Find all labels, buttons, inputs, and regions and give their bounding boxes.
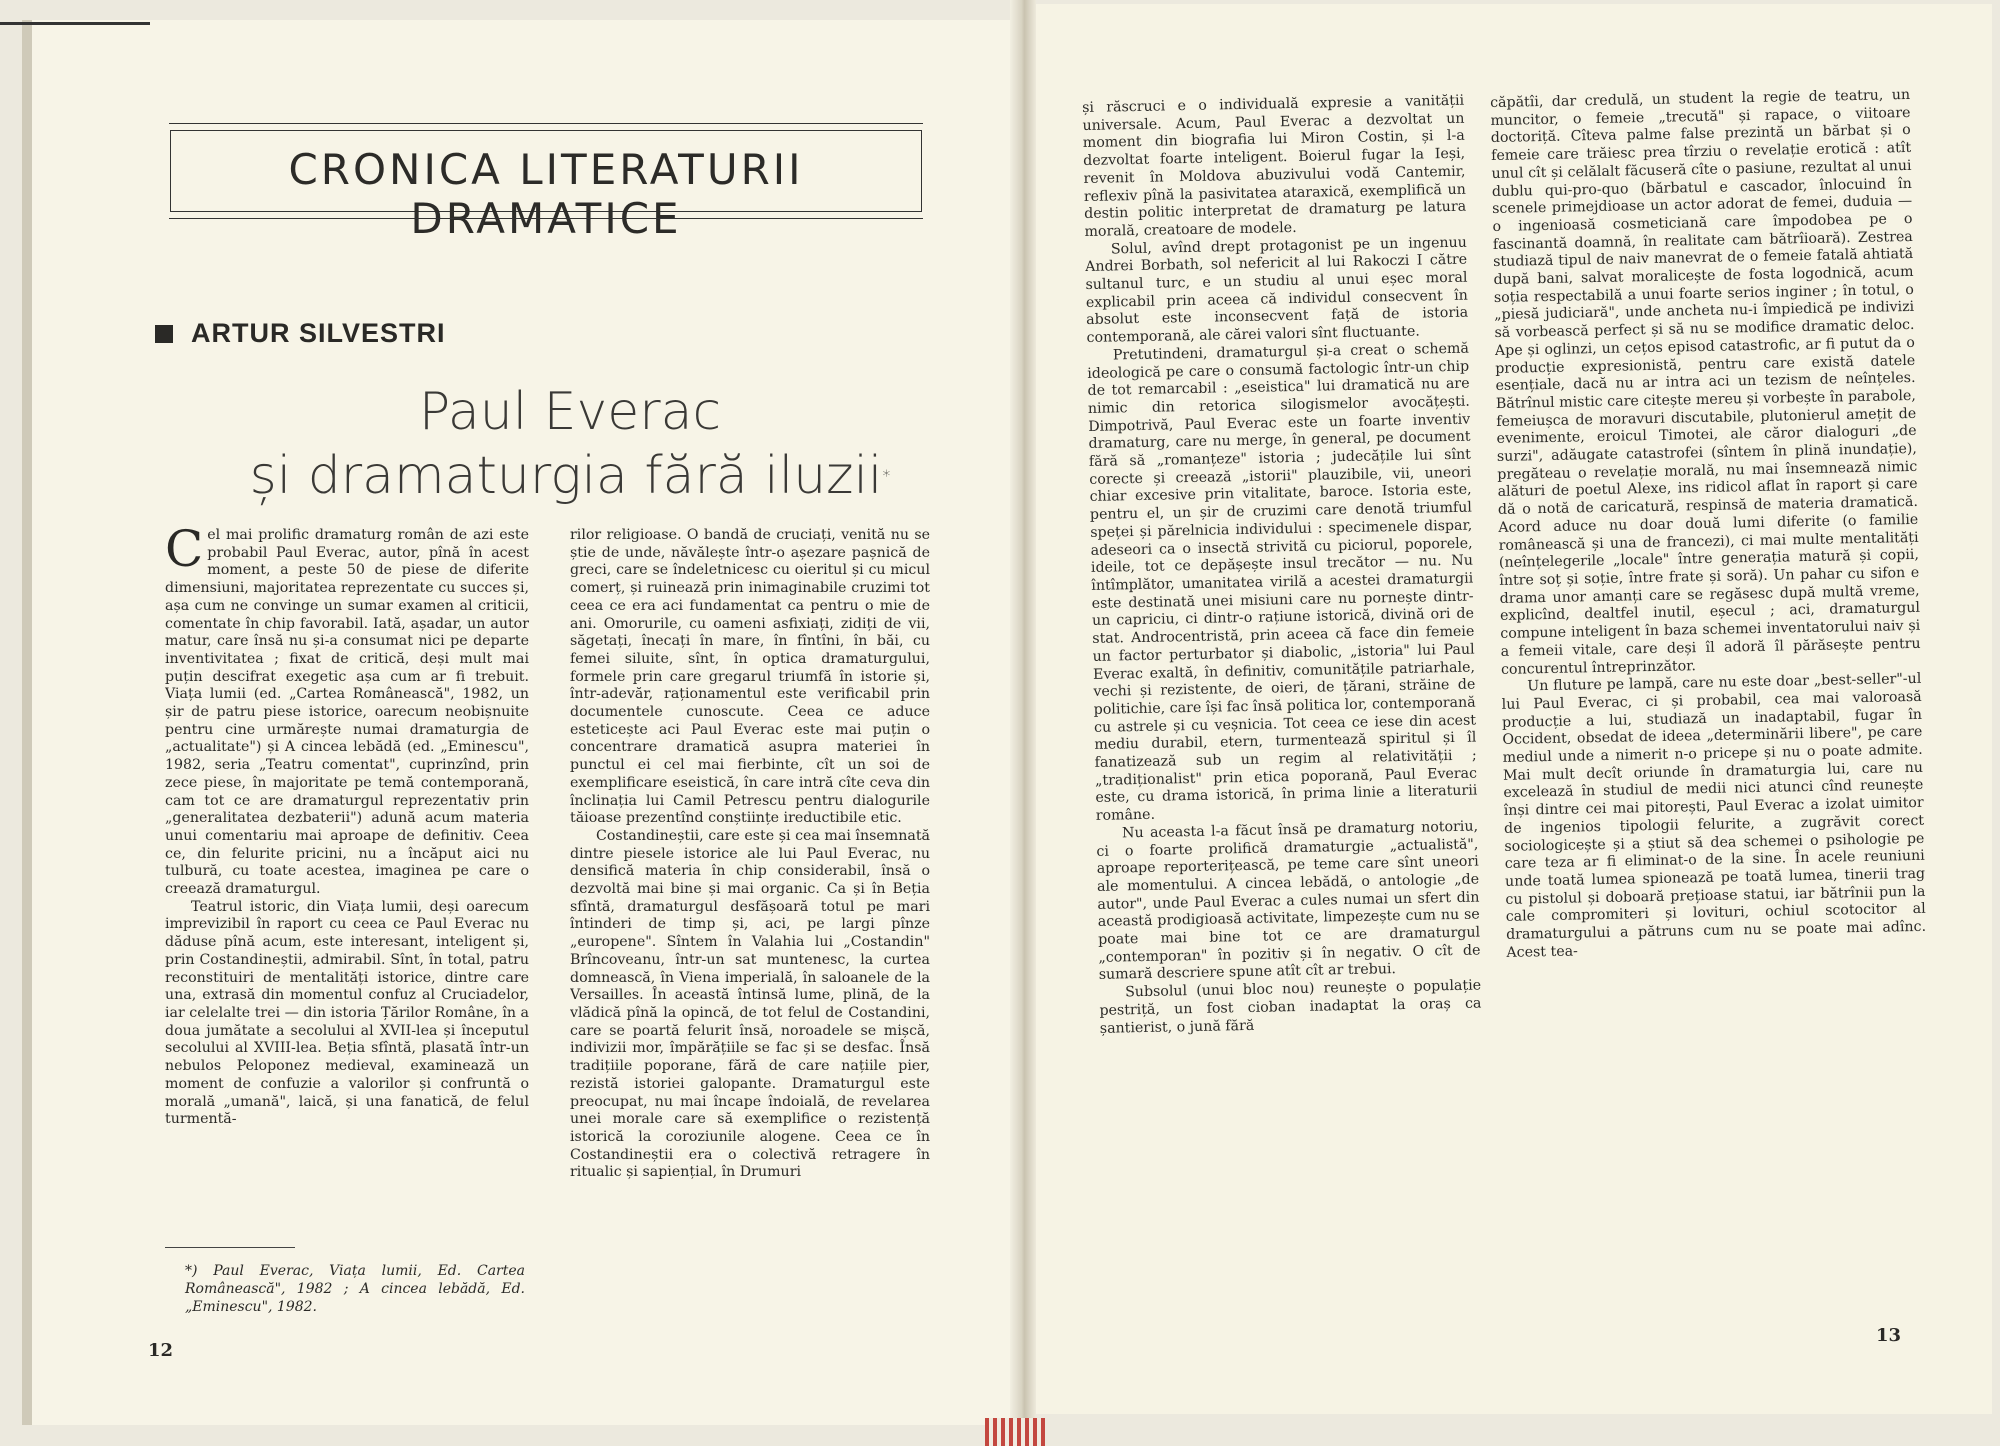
- paragraph: Subsolul (unui bloc nou) reunește o populație pestriță, un fost cioban inadaptat la oraș ca șantierist, o jună fără: [1099, 977, 1482, 1037]
- article-title-line1: Paul Everac: [418, 382, 722, 442]
- paragraph: și răscruci e o individuală expresie a vanității universale. Acum, Paul Everac a dezvoltat un moment din biografia lui Miron Costin, și l-a dezvoltat foarte inteligent. Boierul fugar la Ieși, revenit în Moldova abuzivului vodă Cantemir, reflexiv pînă la pasivitatea ataraxică, exemplifică un destin politic interpretat de dramaturg pe latura morală, creatoare de modele.: [1082, 92, 1467, 240]
- top-rule: [0, 22, 150, 25]
- paragraph: Pretutindeni, dramaturgul și-a creat o schemă ideologică pe care o consumă factologic într-un chip de tot remarcabil : „eseistica" lui dramatică nu are nimic din retorica silogismelor avocățești. Dimpotrivă, Paul Everac este un foarte inventiv dramaturg, care nu merge, în general, pe document fără să „romanțeze" istoria ; judecățile lui sînt corecte și creează „istorii" plauzibile, vii, uneori chiar excesive prin vitalitate, baroce. Istoria este, pentru el, un șir de cruzimi care denotă triumful speței și părelnicia individului : specimenele dispar, adeseori ca o insectă strivită cu piciorul, poporele, ideile, tot ce depășește insul trecător — nu. Nu întîmplător, umanitatea virilă a acestei dramaturgii este destinată unei misiuni care nu pornește dintr-un capriciu, ci dintr-o rațiune istorică, divină ori de stat. Androcentristă, prin aceea că face din femeie un factor perturbator și diabolic, „istoria" lui Paul Everac exaltă, în definitiv, comunitățile patriarhale, vechi și rezistente, de oieri, de țărani, străine de politichie, care își fac însă politica lor, contemporană cu astrele și cu veșnicia. Tot ceea ce iese din acest mediu durabil, etern, turmentează spiritul și îl fanatizează sub un regim al relativității ; „tradiționalist" prin etica poporană, Paul Everac este, cu drama istorică, în prima linie a literaturii române.: [1087, 340, 1478, 824]
- section-header-box: [170, 130, 922, 243]
- section-title: CRONICA LITERATURII DRAMATICE: [288, 145, 804, 243]
- paragraph: Teatrul istoric, din Viața lumii, deși oarecum imprevizibil în raport cu ceea ce Paul Everac nu dăduse pînă acum, este interesant, inteligent și, prin Costandineștii, admirabil. Sînt, în total, patru reconstituiri de mentalități istorice, dintre care una, extrasă din momentul confuz al Cruciadelor, iar celelalte trei — din istoria Țărilor Române, în a doua jumătate a secolului al XVII-lea și începutul secolului al XVIII-lea. Beția sfîntă, plasată într-un nebulos Peloponez medieval, examinează un moment de confuzie a valorilor și confruntă o morală „umană", laică, și una fanatică, de felul turmentă-: [165, 898, 529, 1128]
- page-number-right: 13: [1876, 1325, 1902, 1346]
- square-bullet-icon: [155, 325, 173, 343]
- bookmark-ribbon: [985, 1418, 1045, 1446]
- binding-gutter: [1010, 0, 1036, 1446]
- paragraph: rilor religioase. O bandă de cruciați, venită nu se știe de unde, năvălește într-o așezare pașnică de greci, care se îndeletnicesc cu oieritul și cu micul comerț, și ruinează prin inimaginabile cruzimi tot ceea ce era aci fundamentat ca pentru o mie de ani. Omorurile, cu oameni asfixiați, zidiți de vii, săgetați, înecați în mare, în fîntîni, în băi, cu femei siluite, sînt, în optica dramaturgului, formele prin care gregarul triumfă în istorie și, într-adevăr, raționamentul este verificabil prin documentele cunoscute. Ceea ce aduce esteticește aci Paul Everac este mai puțin o concentrare dramatică asupra materiei în punctul ei cel mai fierbinte, cît un soi de exemplificare eseistică, în care intră cîte ceva din înclinația lui Camil Petrescu pentru dialogurile tăioase prezentînd conștiințe ireductibile etic.: [570, 527, 930, 827]
- text-column-1: [165, 527, 529, 1227]
- page-number-left: 12: [148, 1340, 174, 1361]
- paragraph: Costandineștii, care este și cea mai însemnată dintre piesele istorice ale lui Paul Everac, nu densifică materia în chip considerabil, însă o dezvoltă mai bine și mai organic. Ca și în Beția sfîntă, dramaturgul desfășoară totul pe mari întinderi de timp și, aci, pe largi pînze „europene". Sîntem în Valahia lui „Costandin" Brîncoveanu, într-un sat muntenesc, la curtea domnească, în Viena imperială, în saloanele de la Versailles. În această întinsă lume, plină, de la vlădică pînă la opincă, de tot felul de Costandini, care se poartă felurit însă, noroadele se mișcă, indivizii mor, împărățiile se fac și se desfac. Însă tradițiile poporane, fără de care națiile pier, rezistă istoriei galopante. Dramaturgul este preocupat, nu mai încape îndoială, de revelarea unei morale care să exemplifice o rezistență istorică la coroziunile alogene. Ceea ce în Costandineștii era o colectivă retragere în ritualic și sapiențial, în Drumuri: [570, 827, 930, 1181]
- footnote-mark: *: [882, 466, 891, 485]
- footnote-rule: [165, 1247, 295, 1248]
- paragraph: căpătîi, dar credulă, un student la regie de teatru, un muncitor, o femeie „trecută" și rapace, o viitoare doctoriță. Cîteva palme false prezintă un bărbat și o femeie care trăiesc prea tîrziu o revelație erotică : atît unul cît și celălalt făcuseră cîte o pasiune, rezultat al unui dublu qui-pro-quo (bărbatul e cascador, înlocuind în scenele primejdioase un actor adorat de femei, duduia — o ingenioasă cosmeticiană care împodobea pe o fascinantă doamnă, în realitate cam bătrîioară). Zestrea studiază tipul de naiv manevrat de o femeie fatală ahtiată după bani, salvat moralicește de fosta logodnică, acum soția respectabilă a unui foarte serios inginer ; în totul, o „piesă judiciară", unde ancheta nu-i împiedică pe indivizi să vorbească perfect și să nu se modifice dramatic deloc. Ape și oglinzi, un cețos episod catastrofic, ar fi putut da o producție expresionistă, pentru care există datele esențiale, dacă nu ar intra aci un tezism de neînțeles. Bătrînul mistic care citește mereu și vorbește în parabole, femeiușca de moravuri discutabile, plutonierul amețit de evenimente, eroicul Timotei, ale căror dialoguri „de surzi", adăugate catastrofei (sîntem în plină inundație), pregăteau o revelație morală, nu mai însemnează nimic alături de poetul Alexe, ins ridicol aflat în raport și care dă o notă de caricatură, respinsă de materia dramatică. Acord aduce nu doar două lumi diferite (o familie românească și una de francezi), ci mai multe mentalități (neînțelegerile „locale" între generația matură și copii, între soț și soție, între frate și soră). Un pahar cu sifon e drama unor amanți care se regăsesc după multă vreme, explicînd, dealtfel inutil, eșecul ; aci, dramaturgul compune inteligent în baza schemei inventatorului naiv și a femeii vitale, care deși îl adoră îl părăsește pentru concurentul întreprinzător.: [1490, 86, 1921, 678]
- paragraph: Un fluture pe lampă, care nu este doar „best-seller"-ul lui Paul Everac, ci și probabil, cea mai valoroasă producție a lui, studiază un inadaptabil, fugar în Occident, obsedat de ideea „determinării libere", pe care mediul unde a nimerit n-o pricepe și nu o poate admite. Mai mult decît oriunde în dramaturgia lui, care nu excelează în studiul de medii nici atunci cînd reunește înși dintre cei mai pitorești, Paul Everac a izolat uimitor de ingenios tipologii felurite, a zugrăvit corect sociologicește și a știut să dea schemei o psihologie pe care teza ar fi eliminat-o de la sine. În acele reuniuni unde toată lumea spionează pe toată lumea, tinerii trag cu pistolul și doboară prețioase statui, iar bătrînii pun la cale compromiteri și lovituri, ochiul scotocitor al dramaturgului a pătruns cum nu se poate mai adînc. Acest tea-: [1501, 671, 1927, 961]
- paragraph: Nu aceasta l-a făcut însă pe dramaturg notoriu, ci o foarte prolifică dramaturgie „actualistă", aproape reporterițească, pe teme care sînt uneori ale momentului. A cincea lebădă, o antologie „de autor", unde Paul Everac a cules numai un sfert din această prodigioasă activitate, limpezește cum nu se poate mai bine tot ce are dramaturgul „contemporan" în pozitiv și în negativ. O cît de sumară descriere spune atît cît ar trebui.: [1096, 818, 1481, 984]
- paragraph: Cel mai prolific dramaturg român de azi este probabil Paul Everac, autor, pînă în acest moment, a peste 50 de piese de diferite dimensiuni, majoritatea reprezentate cu succes și, așa cum ne convinge un sumar examen al criticii, comentate în chip favorabil. Iată, așadar, un autor matur, care însă nu și-a consumat nici pe departe inventivitatea ; fixat de critică, deși mult mai puțin descifrat exegetic așa cum ar fi trebuit. Viața lumii (ed. „Cartea Românească", 1982, un șir de patru piese istorice, oarecum neobișnuite pentru cine urmărește numai dramaturgia de „actualitate") și A cincea lebădă (ed. „Eminescu", 1982, seria „Teatru comentat", cuprinzînd, prin zece piese, în majoritate pe temă contemporană, cam tot ce are dramaturgul reprezentativ prin „generalitatea dezbaterii") adună acum materia unui comentariu mai aproape de definitiv. Ceea ce, din felurite pricini, nu a încăput aici nu tulbură, cu toate acestea, imaginea pe care o creează dramaturgul.: [165, 527, 529, 898]
- paragraph: Solul, avînd drept protagonist pe un ingenuu Andrei Borbath, sol nefericit al lui Rakoczi I către sultanul turc, e un studiu al unui eșec moral explicabil prin aceea că individul consecvent în absolut este inconsecvent față de istoria contemporană, ale cărei valori sînt fluctuante.: [1085, 234, 1469, 347]
- text-column-4: [1490, 87, 1933, 1315]
- text-column-2: [570, 527, 930, 1357]
- article-title: [200, 380, 940, 508]
- article-title-line2: și dramaturgia fără iluzii*: [249, 446, 891, 506]
- drop-cap: C: [165, 527, 204, 578]
- author-byline: [155, 318, 446, 349]
- author-name: ARTUR SILVESTRI: [191, 318, 446, 348]
- footnote: *) Paul Everac, Viața lumii, Ed. Cartea Românească", 1982 ; A cincea lebădă, Ed. „Eminescu", 1982.: [185, 1263, 525, 1315]
- text-column-3: [1082, 93, 1487, 1325]
